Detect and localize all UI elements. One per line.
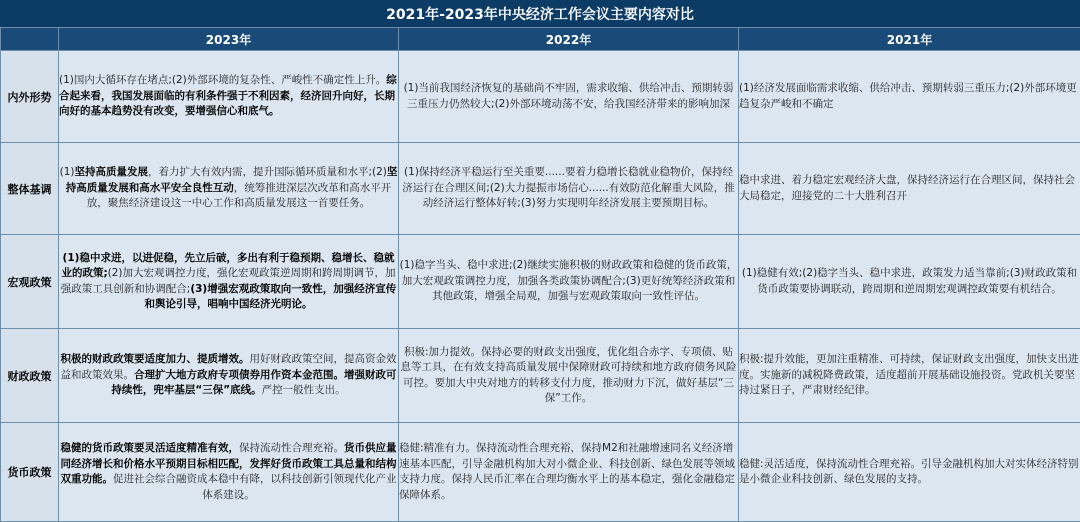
cell-2023 bbox=[59, 423, 399, 522]
cell-2023 bbox=[59, 51, 399, 143]
text-segment: (1)稳健有效;(2)稳字当头、稳中求进，政策发力适当靠前;(3)财政政策和货币政策要协调联动，跨周期和逆周期宏观调控政策要有机结合。 bbox=[742, 267, 1077, 295]
text-segment: 用好财政政策空间，提高资金效益和政策效果。 bbox=[61, 353, 397, 381]
text-segment: (1)国内大循环存在堵点;(2)外部环境的复杂性、严峻性不确定性上升。 bbox=[59, 74, 386, 86]
table-row bbox=[1, 235, 1080, 329]
cell-2023 bbox=[59, 329, 399, 423]
cell-2023 bbox=[59, 235, 399, 329]
cell-2022 bbox=[399, 423, 739, 522]
bold-text-segment: 综合起来看，我国发展面临的有利条件强于不利因素，经济回升向好，长期向好的基本趋势没有改变，要增强信心和底气。 bbox=[59, 74, 397, 117]
table-row bbox=[1, 329, 1080, 423]
row-label: 整体基调 bbox=[1, 143, 59, 235]
corner-cell bbox=[1, 28, 59, 51]
text-segment: (1)当前我国经济恢复的基础尚不牢固，需求收缩、供给冲击、预期转弱三重压力仍然较大;(2)外部环境动荡不安，给我国经济带来的影响加深 bbox=[404, 82, 734, 110]
text-segment: 稳健:灵活适度，保持流动性合理充裕。引导金融机构加大对实体经济特别是小微企业科技创新、绿色发展的支持。 bbox=[739, 458, 1079, 486]
bold-text-segment: (1)稳中求进，以进促稳，先立后破，多出有利于稳预期、稳增长、稳就业的政策; bbox=[61, 252, 394, 280]
cell-2021 bbox=[739, 329, 1080, 423]
cell-2022 bbox=[399, 329, 739, 423]
text-segment: (1)经济发展面临需求收缩、供给冲击、预期转弱三重压力;(2)外部环境更趋复杂严峻和不确定 bbox=[739, 82, 1077, 110]
text-segment: 保持流动性合理充裕。 bbox=[239, 442, 344, 454]
table-row bbox=[1, 51, 1080, 143]
text-segment: 积极:提升效能，更加注重精准、可持续，保证财政支出强度，加快支出进度。实施新的减税降费政策，适度超前开展基础设施投资。党政机关要坚持过紧日子，严肃财经纪律。 bbox=[739, 353, 1079, 396]
cell-2021 bbox=[739, 143, 1080, 235]
row-label: 宏观政策 bbox=[1, 235, 59, 329]
column-header-2021: 2021年 bbox=[739, 28, 1080, 51]
text-segment: 严控一般性支出。 bbox=[262, 384, 346, 396]
text-segment: 稳中求进、着力稳定宏观经济大盘，保持经济运行在合理区间，保持社会大局稳定，迎接党的二十大胜利召开 bbox=[739, 174, 1075, 202]
row-label: 内外形势 bbox=[1, 51, 59, 143]
table-row bbox=[1, 143, 1080, 235]
table-title: 2021年-2023年中央经济工作会议主要内容对比 bbox=[0, 0, 1080, 27]
text-segment: 积极:加力提效。保持必要的财政支出强度，优化组合赤字、专项债、贴息等工具，在有效支持高质量发展中保障财政可持续和地方政府债务风险可控。要加大中央对地方的转移支付力度，推动财力下沉，做好基层“三保”工作。 bbox=[401, 346, 737, 405]
cell-2023 bbox=[59, 143, 399, 235]
cell-2021 bbox=[739, 235, 1080, 329]
header-row bbox=[1, 28, 1080, 51]
text-segment: (1) bbox=[60, 166, 75, 178]
bold-text-segment: (3)增强宏观政策取向一致性，加强经济宣传和舆论引导，唱响中国经济光明论。 bbox=[145, 283, 397, 311]
bold-text-segment: 货币供应量同经济增长和价格水平预期目标相匹配，发挥好货币政策工具总量和结构双重功能。 bbox=[61, 442, 397, 485]
bold-text-segment: 坚持高质量发展 bbox=[74, 166, 148, 178]
bold-text-segment: 积极的财政政策要适度加力、提质增效。 bbox=[61, 353, 250, 365]
text-segment: (1)保持经济平稳运行至关重要......要着力稳增长稳就业稳物价，保持经济运行在合理区间;(2)大力提振市场信心......有效防范化解重大风险，推动经济运行整体好转;(3)努力实现明年经济发展主要预期目标。 bbox=[402, 166, 734, 209]
text-segment: 稳健:精准有力。保持流动性合理充裕，保持M2和社融增速同名义经济增速基本匹配，引导金融机构加大对小微企业、科技创新、绿色发展等领域支持力度。保持人民币汇率在合理均衡水平上的基本稳定，强化金融稳定保障体系。 bbox=[399, 442, 735, 501]
cell-2021 bbox=[739, 423, 1080, 522]
column-header-2023: 2023年 bbox=[59, 28, 399, 51]
text-segment: (1)稳字当头、稳中求进;(2)继续实施积极的财政政策和稳健的货币政策，加大宏观政策调控力度，加强各类政策协调配合;(3)更好统筹经济政策和其他政策，增强全局观，加强与宏观政策取向一致性评估。 bbox=[400, 259, 738, 302]
text-segment: ，统筹推进深层次改革和高水平开放，聚焦经济建设这一中心工作和高质量发展这一首要任务。 bbox=[87, 182, 392, 210]
column-header-2022: 2022年 bbox=[399, 28, 739, 51]
cell-2022 bbox=[399, 143, 739, 235]
row-label: 财政政策 bbox=[1, 329, 59, 423]
cell-2022 bbox=[399, 51, 739, 143]
bold-text-segment: 稳健的货币政策要灵活适度精准有效， bbox=[61, 442, 240, 454]
bold-text-segment: 坚持高质量发展和高水平安全良性互动 bbox=[66, 166, 398, 194]
text-segment: (2)加大宏观调控力度，强化宏观政策逆周期和跨周期调节，加强政策工具创新和协调配合; bbox=[61, 267, 396, 295]
bold-text-segment: 合理扩大地方政府专项债券用作资本金范围。增强财政可持续性，兜牢基层“三保”底线。 bbox=[111, 369, 396, 397]
text-segment: 促进社会综合融资成本稳中有降，以科技创新引领现代化产业体系建设。 bbox=[113, 473, 397, 501]
cell-2022 bbox=[399, 235, 739, 329]
row-label: 货币政策 bbox=[1, 423, 59, 522]
comparison-table bbox=[0, 27, 1080, 522]
table-row bbox=[1, 423, 1080, 522]
cell-2021 bbox=[739, 51, 1080, 143]
text-segment: ，着力扩大有效内需，提升国际循环质量和水平;(2) bbox=[148, 166, 387, 178]
